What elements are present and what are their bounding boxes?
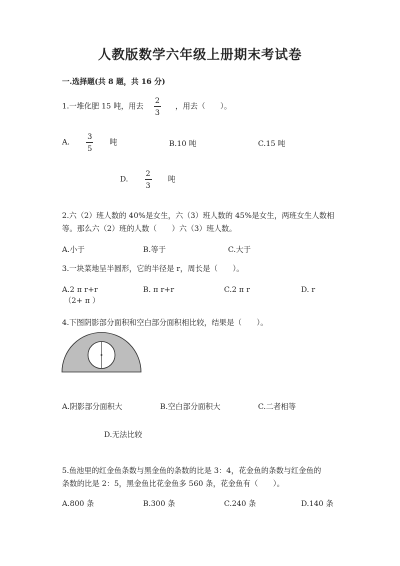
q1-option-d-fraction (145, 170, 152, 189)
q1-option-d-unit: 吨 (167, 174, 176, 184)
q4-option-d[interactable]: D.无法比较 (104, 430, 143, 439)
question-5-line-2: 条数的比是 2：5，黑金鱼比花金鱼多 560 条，花金鱼有（ ）。 (62, 479, 285, 488)
q3-option-c[interactable]: C.2 π r (224, 285, 250, 294)
q4-option-b[interactable]: B.空白部分面积大 (160, 402, 221, 411)
q2-option-c[interactable]: C.大于 (228, 245, 251, 254)
q5-option-a[interactable]: A.800 条 (62, 499, 94, 508)
circle-center-dot (101, 354, 103, 356)
q5-option-c[interactable]: C.240 条 (224, 499, 257, 508)
q2-option-b[interactable]: B.等于 (143, 245, 166, 254)
question-1-stem (62, 97, 232, 116)
q1-option-b[interactable]: B.10 吨 (169, 139, 197, 148)
question-2-line-2: 等。那么六（2）班的人数（ ）六（3）班人数。 (62, 224, 237, 233)
q1-option-d-den: 3 (145, 180, 151, 190)
q1-option-d-num: 2 (145, 169, 151, 178)
q1-option-a-fraction (86, 133, 93, 152)
q1-option-a-label: A. (62, 137, 70, 147)
q5-option-d[interactable]: D.140 条 (301, 499, 334, 508)
question-4-stem: 4.下图阴影部分面积和空白部分面积相比较，结果是（ ）。 (62, 318, 268, 327)
q1-stem-a: 1.一堆化肥 15 吨，用去 (62, 101, 144, 111)
q1-option-a[interactable] (62, 133, 117, 152)
question-2-line-1: 2.六（2）班人数的 40%是女生，六（3）班人数的 45%是女生，两班女生人数相 (62, 211, 335, 220)
q1-fraction (154, 97, 161, 116)
q5-option-b[interactable]: B.300 条 (143, 499, 176, 508)
q3-option-a-line-1: A.2 π r+r (62, 285, 98, 294)
q1-option-a-num: 3 (87, 132, 93, 141)
q1-option-c[interactable]: C.15 吨 (258, 139, 286, 148)
q2-option-a[interactable]: A.小于 (62, 245, 85, 254)
q1-frac-den: 3 (154, 107, 160, 117)
q1-option-a-den: 5 (87, 143, 93, 153)
q1-option-d[interactable] (120, 170, 175, 189)
page-title: 人教版数学六年级上册期末考试卷 (97, 48, 302, 63)
q4-option-a[interactable]: A.阴影部分面积大 (62, 402, 123, 411)
q1-stem-b: ，用去（ ）。 (175, 101, 232, 111)
q1-option-d-label: D. (120, 174, 129, 184)
question-3-stem: 3.一块菜地呈半圆形，它的半径是 r，周长是（ ）。 (62, 264, 244, 273)
q1-frac-num: 2 (154, 96, 160, 105)
question-5-line-1: 5.鱼池里的红金鱼条数与黑金鱼的条数的比是 3：4，花金鱼的条数与红金鱼的 (62, 466, 322, 475)
q4-option-c[interactable]: C.二者相等 (258, 402, 296, 411)
q3-option-b[interactable]: B. π r+r (143, 285, 175, 294)
q1-option-a-unit: 吨 (109, 137, 118, 147)
q3-option-d[interactable]: D. r (301, 285, 316, 294)
q3-option-a[interactable] (62, 285, 100, 305)
q3-option-a-line-2: （2+ π ） (64, 296, 100, 305)
section-heading: 一.选择题(共 8 题，共 16 分) (62, 77, 166, 86)
semicircle-figure (60, 332, 144, 378)
